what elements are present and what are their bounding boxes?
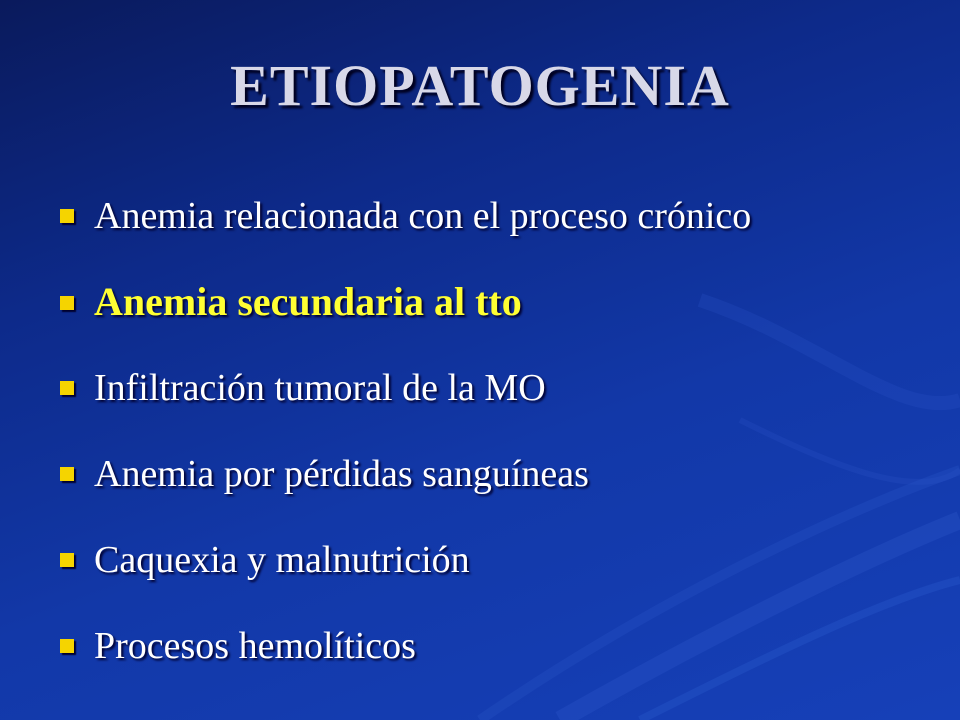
bullet-item xyxy=(60,362,940,448)
slide-title: ETIOPATOGENIA xyxy=(230,53,730,118)
square-bullet-icon xyxy=(60,553,74,567)
bullet-text: Anemia relacionada con el proceso crónico xyxy=(94,195,752,237)
square-bullet-icon xyxy=(60,209,74,223)
square-bullet-icon xyxy=(60,296,74,310)
bullet-text: Anemia secundaria al tto xyxy=(94,279,522,324)
bullet-text: Anemia por pérdidas sanguíneas xyxy=(94,453,589,495)
bullet-text: Infiltración tumoral de la MO xyxy=(94,367,546,409)
bullet-item xyxy=(60,448,940,534)
bullet-item xyxy=(60,620,940,706)
square-bullet-icon xyxy=(60,639,74,653)
bullet-list xyxy=(60,190,940,706)
bullet-item xyxy=(60,190,940,276)
bullet-text: Procesos hemolíticos xyxy=(94,625,416,667)
bullet-item xyxy=(60,534,940,620)
bullet-text: Caquexia y malnutrición xyxy=(94,539,470,581)
square-bullet-icon xyxy=(60,467,74,481)
square-bullet-icon xyxy=(60,381,74,395)
bullet-item-highlighted xyxy=(60,276,940,362)
